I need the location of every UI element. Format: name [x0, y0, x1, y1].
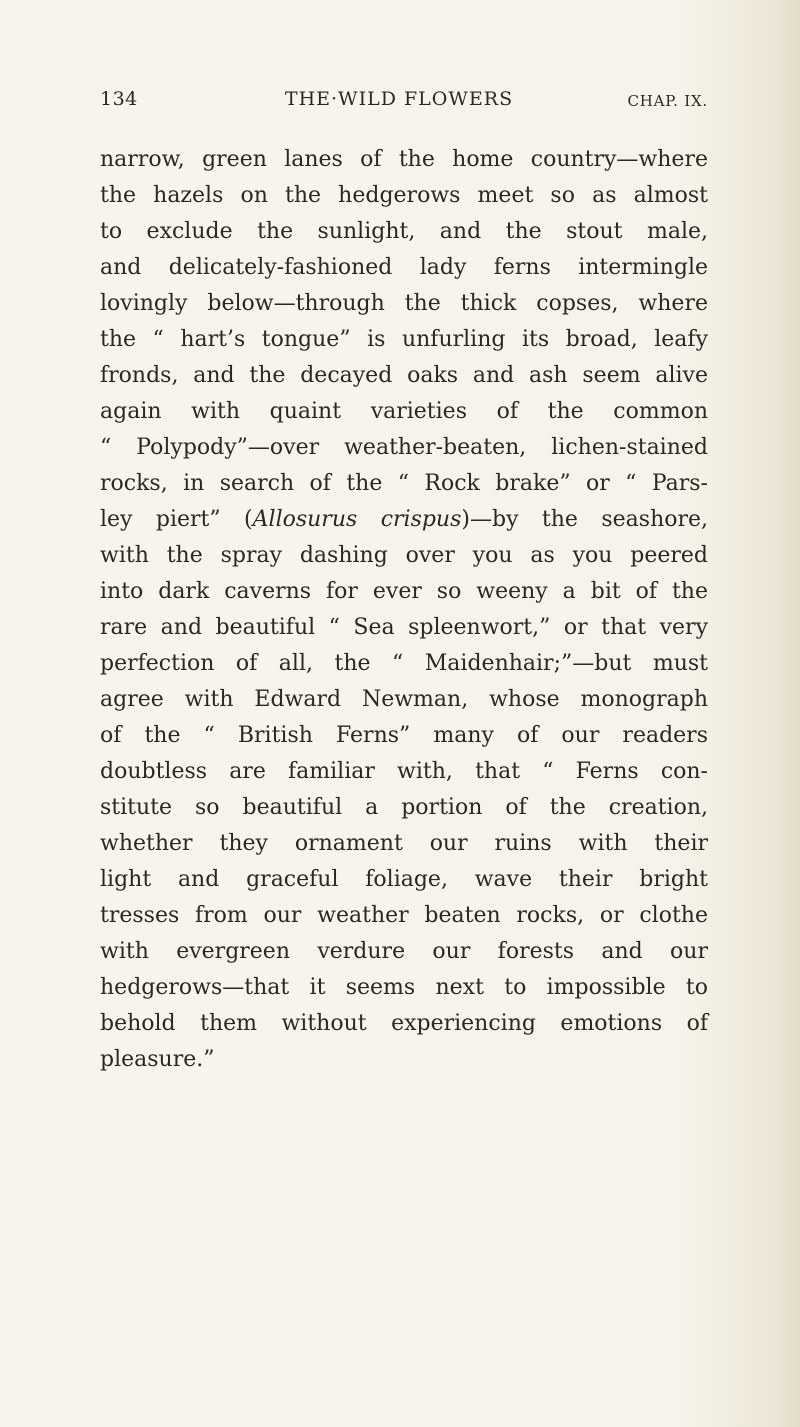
text-line: stitute so beautiful a portion of the creation, — [100, 795, 708, 820]
text-line: rocks, in search of the “ Rock brake” or “ Pars- — [100, 471, 708, 496]
text-line: the hazels on the hedgerows meet so as almost — [100, 183, 708, 208]
text-line: narrow, green lanes of the home country—where — [100, 147, 708, 172]
text-line: rare and beautiful “ Sea spleenwort,” or that very — [100, 615, 708, 640]
latin-name: Allosurus crispus — [252, 507, 462, 532]
page-number: 134 — [100, 88, 138, 110]
text-line: behold them without experiencing emotions of — [100, 1011, 708, 1036]
text-line: doubtless are familiar with, that “ Ferns con- — [100, 759, 708, 784]
text-line: the “ hart’s tongue” is unfurling its broad, leafy — [100, 327, 708, 352]
text-line: hedgerows—that it seems next to impossible to — [100, 975, 708, 1000]
text-line: with evergreen verdure our forests and our — [100, 939, 708, 964]
text-line: fronds, and the decayed oaks and ash seem alive — [100, 363, 708, 388]
line-head: ley piert” ( — [100, 507, 253, 532]
line-tail: )—by the seashore, — [461, 507, 709, 532]
text-line: tresses from our weather beaten rocks, or clothe — [100, 903, 708, 928]
text-line: agree with Edward Newman, whose monograph — [100, 687, 708, 712]
text-line: whether they ornament our ruins with their — [100, 831, 708, 856]
chapter-label: CHAP. IX. — [627, 92, 708, 110]
text-line: lovingly below—through the thick copses, where — [100, 291, 708, 316]
running-head — [90, 86, 708, 116]
text-line: “ Polypody”—over weather-beaten, lichen-stained — [100, 435, 708, 460]
text-line: perfection of all, the “ Maidenhair;”—but must — [100, 651, 708, 676]
text-line: pleasure.” — [100, 1047, 215, 1072]
body-text — [100, 142, 708, 1078]
text-line: light and graceful foliage, wave their bright — [100, 867, 708, 892]
text-line: with the spray dashing over you as you peered — [100, 543, 708, 568]
text-line: of the “ British Ferns” many of our readers — [100, 723, 708, 748]
text-line: and delicately-fashioned lady ferns intermingle — [100, 255, 708, 280]
text-line: to exclude the sunlight, and the stout male, — [100, 219, 708, 244]
running-title: THE·WILD FLOWERS — [284, 88, 514, 110]
text-line: into dark caverns for ever so weeny a bit of the — [100, 579, 708, 604]
text-line: again with quaint varieties of the common — [100, 399, 708, 424]
text-line-with-latin-name — [100, 502, 708, 538]
